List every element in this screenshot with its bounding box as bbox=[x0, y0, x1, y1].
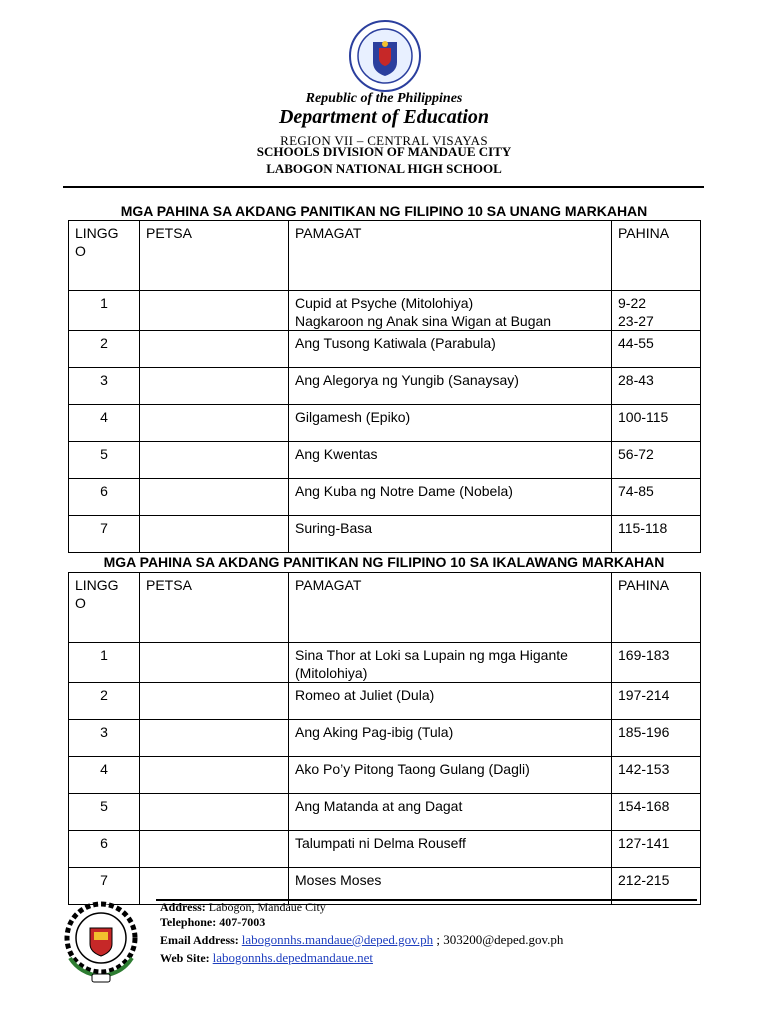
department-title: Department of Education bbox=[278, 106, 489, 128]
title-cell: Moses Moses bbox=[289, 868, 612, 905]
pages-cell: 74-85 bbox=[612, 479, 701, 516]
table-row bbox=[69, 291, 701, 331]
date-cell bbox=[140, 794, 289, 831]
pages-cell: 169-183 bbox=[612, 643, 701, 683]
pages-cell: 9-22 23-27 bbox=[612, 291, 701, 331]
week-cell: 3 bbox=[69, 368, 140, 405]
table-row bbox=[69, 442, 701, 479]
header-lingo: LINGG O bbox=[69, 221, 140, 291]
week-cell: 1 bbox=[69, 291, 140, 331]
header-pamagat: PAMAGAT bbox=[289, 221, 612, 291]
pages-cell: 56-72 bbox=[612, 442, 701, 479]
table-row bbox=[69, 720, 701, 757]
table-row bbox=[69, 479, 701, 516]
week-cell: 2 bbox=[69, 683, 140, 720]
pages-cell: 142-153 bbox=[612, 757, 701, 794]
q2-table bbox=[68, 572, 701, 905]
title-cell: Talumpati ni Delma Rouseff bbox=[289, 831, 612, 868]
date-cell bbox=[140, 479, 289, 516]
school-name: LABOGON NATIONAL HIGH SCHOOL bbox=[266, 161, 502, 176]
week-cell: 1 bbox=[69, 643, 140, 683]
q2-title: MGA PAHINA SA AKDANG PANITIKAN NG FILIPINO 10 SA IKALAWANG MARKAHAN bbox=[103, 554, 665, 570]
footer-address: Address: Labogon, Mandaue City bbox=[160, 900, 326, 914]
week-cell: 6 bbox=[69, 831, 140, 868]
header-pahina: PAHINA bbox=[612, 573, 701, 643]
week-cell: 4 bbox=[69, 757, 140, 794]
title-cell: Ako Po’y Pitong Taong Gulang (Dagli) bbox=[289, 757, 612, 794]
date-cell bbox=[140, 831, 289, 868]
title-cell: Ang Alegorya ng Yungib (Sanaysay) bbox=[289, 368, 612, 405]
title-cell: Ang Kwentas bbox=[289, 442, 612, 479]
week-cell: 4 bbox=[69, 405, 140, 442]
school-logo-icon bbox=[64, 898, 138, 984]
title-cell: Romeo at Juliet (Dula) bbox=[289, 683, 612, 720]
division-label: SCHOOLS DIVISION OF MANDAUE CITY bbox=[256, 144, 512, 159]
header-petsa: PETSA bbox=[140, 221, 289, 291]
week-cell: 2 bbox=[69, 331, 140, 368]
table-row bbox=[69, 643, 701, 683]
republic-label: Republic of the Philippines bbox=[305, 91, 463, 106]
footer-telephone: Telephone: 407-7003 bbox=[160, 915, 266, 929]
header-petsa: PETSA bbox=[140, 573, 289, 643]
table-row bbox=[69, 794, 701, 831]
pages-cell: 28-43 bbox=[612, 368, 701, 405]
title-cell: Ang Tusong Katiwala (Parabula) bbox=[289, 331, 612, 368]
table-row bbox=[69, 831, 701, 868]
pages-cell: 154-168 bbox=[612, 794, 701, 831]
title-cell: Suring-Basa bbox=[289, 516, 612, 553]
date-cell bbox=[140, 442, 289, 479]
date-cell bbox=[140, 643, 289, 683]
week-cell: 6 bbox=[69, 479, 140, 516]
header-pamagat: PAMAGAT bbox=[289, 573, 612, 643]
header-divider bbox=[63, 186, 704, 188]
date-cell bbox=[140, 516, 289, 553]
table-header-row bbox=[69, 221, 701, 291]
table-row bbox=[69, 405, 701, 442]
pages-cell: 115-118 bbox=[612, 516, 701, 553]
week-cell: 7 bbox=[69, 516, 140, 553]
week-cell: 5 bbox=[69, 794, 140, 831]
table-header-row bbox=[69, 573, 701, 643]
title-cell: Gilgamesh (Epiko) bbox=[289, 405, 612, 442]
date-cell bbox=[140, 331, 289, 368]
email-secondary: 303200@deped.gov.ph bbox=[443, 932, 564, 947]
table-row bbox=[69, 368, 701, 405]
pages-cell: 100-115 bbox=[612, 405, 701, 442]
q1-table bbox=[68, 220, 701, 553]
date-cell bbox=[140, 368, 289, 405]
table-row bbox=[69, 757, 701, 794]
header-lingo: LINGG O bbox=[69, 573, 140, 643]
title-cell: Sina Thor at Loki sa Lupain ng mga Higante (Mitolohiya) bbox=[289, 643, 612, 683]
week-cell: 3 bbox=[69, 720, 140, 757]
website-link[interactable]: labogonnhs.depedmandaue.net bbox=[212, 950, 373, 965]
title-cell: Cupid at Psyche (Mitolohiya) Nagkaroon ng Anak sina Wigan at Bugan bbox=[289, 291, 612, 331]
pages-cell: 197-214 bbox=[612, 683, 701, 720]
date-cell bbox=[140, 291, 289, 331]
title-cell: Ang Kuba ng Notre Dame (Nobela) bbox=[289, 479, 612, 516]
date-cell bbox=[140, 683, 289, 720]
date-cell bbox=[140, 405, 289, 442]
title-cell: Ang Aking Pag-ibig (Tula) bbox=[289, 720, 612, 757]
week-cell: 7 bbox=[69, 868, 140, 905]
week-cell: 5 bbox=[69, 442, 140, 479]
footer-email: Email Address: labogonnhs.mandaue@deped.gov.ph ; 303200@deped.gov.ph bbox=[160, 932, 564, 947]
table-row bbox=[69, 516, 701, 553]
header-pahina: PAHINA bbox=[612, 221, 701, 291]
pages-cell: 185-196 bbox=[612, 720, 701, 757]
table-row bbox=[69, 331, 701, 368]
date-cell bbox=[140, 757, 289, 794]
footer-website: Web Site: labogonnhs.depedmandaue.net bbox=[160, 950, 373, 965]
region-label: REGION VII – CENTRAL VISAYAS bbox=[280, 133, 488, 148]
q1-title: MGA PAHINA SA AKDANG PANITIKAN NG FILIPINO 10 SA UNANG MARKAHAN bbox=[120, 203, 648, 219]
pages-cell: 127-141 bbox=[612, 831, 701, 868]
deped-seal-icon bbox=[349, 20, 421, 92]
email-link-primary[interactable]: labogonnhs.mandaue@deped.gov.ph bbox=[241, 932, 434, 947]
pages-cell: 44-55 bbox=[612, 331, 701, 368]
table-row bbox=[69, 683, 701, 720]
title-cell: Ang Matanda at ang Dagat bbox=[289, 794, 612, 831]
date-cell bbox=[140, 720, 289, 757]
pages-cell: 212-215 bbox=[612, 868, 701, 905]
